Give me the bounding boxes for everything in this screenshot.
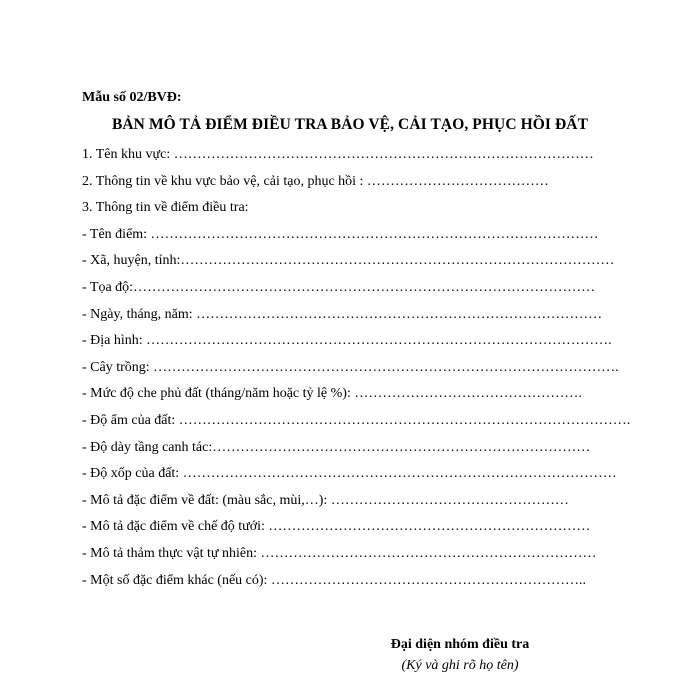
field-list [82,146,631,598]
signature-note: (Ký và ghi rõ họ tên) [401,658,519,673]
field-soil-moisture: - Độ ẩm của đất: ……………………………………………………………………………………. [82,412,631,428]
field-irrigation: - Mô tả đặc điểm về chế độ tưới: …………………………………………………………… [82,519,591,535]
field-protection-info: 2. Thông tin về khu vực bảo vệ, cải tạo, phục hồi : ………………………………… [82,173,549,189]
field-soil-porosity: - Độ xốp của đất: ………………………………………………………………………………… [82,466,617,482]
field-other-features: - Một số đặc điểm khác (nếu có): ………………………………………………………….. [82,572,586,588]
field-date: - Ngày, tháng, năm: …………………………………………………………………………… [82,306,603,322]
field-natural-vegetation: - Mô tả thảm thực vật tự nhiên: ……………………………………………………………… [82,545,597,561]
form-title: BẢN MÔ TẢ ĐIỂM ĐIỀU TRA BẢO VỆ, CẢI TẠO, PHỤC HỒI ĐẤT [111,116,589,133]
field-commune-district-province: - Xã, huyện, tỉnh:………………………………………………………………………………… [82,253,615,269]
field-terrain: - Địa hình: ………………………………………………………………………………………. [82,333,612,349]
field-tillage-depth: - Độ dày tầng canh tác:……………………………………………………………………… [82,439,591,455]
field-survey-point-info: 3. Thông tin về điểm điều tra: [82,200,249,216]
field-area-name: 1. Tên khu vực: ……………………………………………………………………………… [82,147,594,162]
form-code: Mẫu số 02/BVĐ: [82,90,182,105]
field-crops: - Cây trồng: ………………………………………………………………………………………. [82,359,619,375]
field-soil-description: - Mô tả đặc điểm về đất: (màu sắc, mùi,…): …………………………………………… [82,492,569,508]
signature-title: Đại diện nhóm điều tra [390,637,530,652]
field-point-name: - Tên điểm: …………………………………………………………………………………… [82,226,599,242]
field-soil-cover: - Mức độ che phủ đất (tháng/năm hoặc tỷ lệ %): …………………………………………. [82,386,582,402]
field-coordinates: - Tọa độ:……………………………………………………………………………………… [82,279,596,295]
